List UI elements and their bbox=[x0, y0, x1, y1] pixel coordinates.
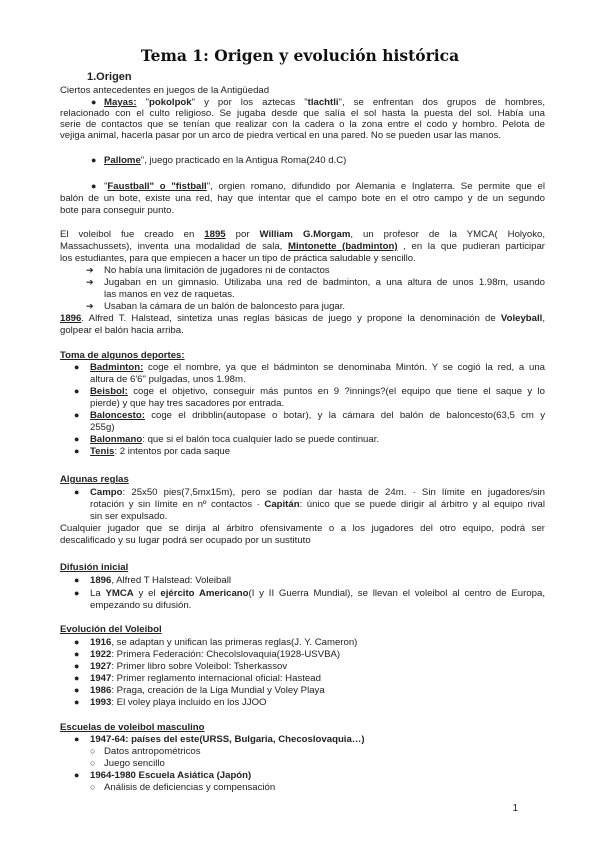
arrow-item-2: Jugaban en un gimnasio. Utilizaba una red de badminton, a una altura de unos 1.98m, usando bbox=[104, 277, 545, 288]
voleibol-line-3: los estudiantes, para que empiecen a hacer un tipo de práctica saludable y sencillo. bbox=[60, 253, 416, 264]
toma-item-baloncesto: Baloncesto: coge el dribblin(autopase o botar), y la cámara del balón de baloncesto(63,5 cm y bbox=[90, 410, 545, 421]
reglas-campo-line-1: Campo: 25x50 pies(7,5mx15m), pero se podían dar hasta de 24m. · Sin límite en jugadores/sin bbox=[90, 487, 545, 498]
bullet-icon: ● bbox=[74, 637, 80, 647]
pallome-line: Pallome", juego practicado en la Antigua Roma(240 d.C) bbox=[104, 155, 347, 166]
difusion-item-2: La YMCA y el ejército Americano(I y II Guerra Mundial), se llevan el voleibol al centro de Europa, bbox=[90, 588, 545, 599]
faustball-line-3: bote para conseguir punto. bbox=[60, 205, 175, 216]
bullet-icon: ● bbox=[74, 410, 80, 420]
voleibol-line-1: El voleibol fue creado en 1895 por William G.Morgam, un profesor de la YMCA( Holyoko, bbox=[60, 229, 545, 240]
toma-item-beisbol-cont: pierde) y que hay tres sacadores por entrada. bbox=[90, 398, 285, 409]
mayas-line-4: vejiga animal, hacerla pasar por un arco de piedra vertical en una pared. No se pueden usar las manos. bbox=[60, 130, 502, 141]
section-heading-toma: Toma de algunos deportes: bbox=[60, 350, 185, 361]
mayas-line-1: Mayas: "pokolpok" y por los aztecas "tlachtli", se enfrentan dos grupos de hombres, bbox=[104, 97, 545, 108]
bullet-icon: ● bbox=[74, 734, 80, 744]
arrow-item-3: Usaban la cámara de un balón de baloncesto para jugar. bbox=[104, 301, 346, 312]
toma-item-badminton: Badminton: coge el nombre, ya que el bádminton se denominaba Mintón. Y se cogió la red, a una bbox=[90, 362, 545, 373]
reglas-paragraph-line-2: descalificado y su lugar podrá ser ocupado por un sustituto bbox=[60, 535, 311, 546]
bullet-icon: ● bbox=[74, 685, 80, 695]
bullet-icon: ● bbox=[91, 97, 97, 107]
difusion-item-1: 1896, Alfred T Halstead: Voleiball bbox=[90, 575, 231, 586]
section-heading-evolucion: Evolución del Voleibol bbox=[60, 624, 162, 635]
evolucion-item: 1916, se adaptan y unifican las primeras reglas(J. Y. Cameron) bbox=[90, 637, 358, 648]
page-title: Tema 1: Origen y evolución histórica bbox=[140, 46, 460, 65]
arrow-icon: ➔ bbox=[86, 301, 94, 311]
evolucion-item: 1986: Praga, creación de la Liga Mundial y Voley Playa bbox=[90, 685, 325, 696]
bullet-icon: ● bbox=[74, 673, 80, 683]
mayas-line-2: relacionado con el culto religioso. Se jugaba desde que salía el sol hasta la puesta del sol. Había una bbox=[60, 108, 545, 119]
section-heading-origen: 1.Origen bbox=[87, 71, 132, 83]
voleibol-line-2: Massachussets), inventa una modalidad de sala, Mintonette (badminton) , en la que pudieran participar bbox=[60, 241, 546, 252]
arrow-icon: ➔ bbox=[86, 277, 94, 287]
escuelas-group-1-item: Juego sencillo bbox=[104, 758, 165, 769]
bullet-icon: ● bbox=[74, 649, 80, 659]
reglas-campo-line-2: rotación y sin límite en nº contactos · Capitán: único que se puede dirigir al árbitro y al equipo rival bbox=[90, 499, 545, 510]
toma-item-badminton-cont: altura de 6'6" pulgadas, unos 1.98m. bbox=[90, 374, 246, 385]
escuelas-group-2-item: Análisis de deficiencias y compensación bbox=[104, 782, 276, 793]
escuelas-group-1: 1947-64: países del este(URSS, Bulgaria, Checoslovaquia…) bbox=[90, 734, 365, 745]
difusion-item-2-cont: empezando su difusión. bbox=[90, 600, 192, 611]
escuelas-group-2: 1964-1980 Escuela Asiática (Japón) bbox=[90, 770, 252, 781]
bullet-icon: ● bbox=[74, 446, 80, 456]
bullet-icon: ● bbox=[74, 588, 80, 598]
bullet-icon: ● bbox=[91, 155, 97, 165]
arrow-icon: ➔ bbox=[86, 265, 94, 275]
circle-bullet-icon: ○ bbox=[90, 758, 96, 768]
toma-item-balonmano: Balonmano: que si el balón toca cualquier lado se puede continuar. bbox=[90, 434, 380, 445]
evolucion-item: 1927: Primer libro sobre Voleibol: Tsherkassov bbox=[90, 661, 288, 672]
bullet-icon: ● bbox=[91, 181, 97, 191]
faustball-line-2: balón de un bote, existe una red, hay que intentar que el campo bote en el otro campo y de un segundo bbox=[60, 193, 545, 204]
bullet-icon: ● bbox=[74, 386, 80, 396]
bullet-icon: ● bbox=[74, 575, 80, 585]
bullet-icon: ● bbox=[74, 661, 80, 671]
section-heading-difusion: Difusión inicial bbox=[60, 562, 129, 573]
bullet-icon: ● bbox=[74, 770, 80, 780]
bullet-icon: ● bbox=[74, 362, 80, 372]
page-number: 1 bbox=[512, 803, 518, 814]
reglas-campo-line-3: sin ser expulsado. bbox=[90, 511, 168, 522]
faustball-line-1: "Faustball" o "fistball", orgien romano, difundido por Alemania e Inglaterra. Se permite que el bbox=[104, 181, 545, 192]
halstead-line-1: 1896. Alfred T. Halstead, sintetiza unas reglas básicas de juego y propone la denominación de Voleyball, bbox=[60, 313, 545, 324]
circle-bullet-icon: ○ bbox=[90, 746, 96, 756]
bullet-icon: ● bbox=[74, 487, 80, 497]
intro-text: Ciertos antecedentes en juegos de la Antigüedad bbox=[60, 85, 270, 96]
arrow-item-2-cont: las manos en vez de raquetas. bbox=[104, 289, 235, 300]
halstead-line-2: golpear el balón hacia arriba. bbox=[60, 325, 184, 336]
bullet-icon: ● bbox=[74, 697, 80, 707]
toma-item-beisbol: Beisbol: coge el objetivo, conseguir más puntos en 9 ?innings?(el equipo que tiene el saque y lo bbox=[90, 386, 545, 397]
toma-item-tenis: Tenis: 2 intentos por cada saque bbox=[90, 446, 231, 457]
section-heading-reglas: Algunas reglas bbox=[60, 474, 129, 485]
evolucion-item: 1922: Primera Federación: Checolslovaquia(1928-USVBA) bbox=[90, 649, 341, 660]
bullet-icon: ● bbox=[74, 434, 80, 444]
mayas-line-3: serie de contactos que se tenían que realizar con la cadera o la zona entre el codo y hombro. Pelota de bbox=[60, 119, 545, 130]
arrow-item-1: No había una limitación de jugadores ni de contactos bbox=[104, 265, 330, 276]
circle-bullet-icon: ○ bbox=[90, 782, 96, 792]
escuelas-group-1-item: Datos antropométricos bbox=[104, 746, 201, 757]
toma-item-baloncesto-cont: 255g) bbox=[90, 422, 115, 433]
evolucion-item: 1993: El voley playa incluido en los JJOO bbox=[90, 697, 267, 708]
section-heading-escuelas: Escuelas de voleibol masculino bbox=[60, 722, 205, 733]
evolucion-item: 1947: Primer reglamento internacional oficial: Hastead bbox=[90, 673, 321, 684]
reglas-paragraph-line-1: Cualquier jugador que se dirija al árbitro ofensivamente o a los jugadores del otro equipo, podrá ser bbox=[60, 523, 545, 534]
